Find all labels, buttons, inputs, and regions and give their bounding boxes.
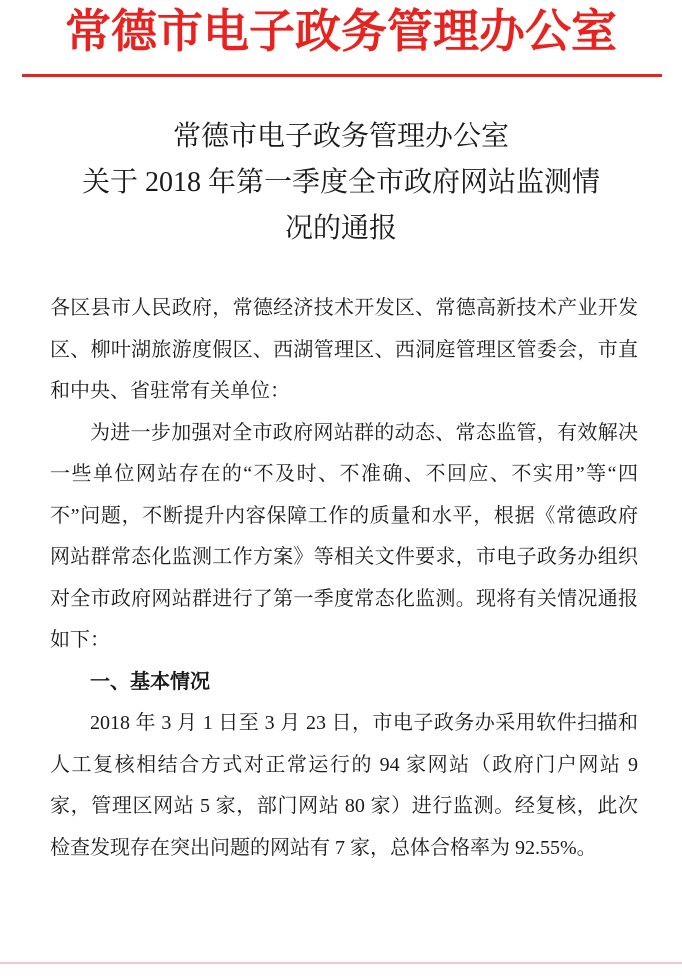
document-title [0, 114, 682, 252]
masthead-red-rule [22, 74, 662, 77]
title-line-1: 常德市电子政务管理办公室 [172, 121, 509, 152]
title-line-2: 关于 2018 年第一季度全市政府网站监测情 [81, 167, 600, 198]
salutation-paragraph: 各区县市人民政府，常德经济技术开发区、常德高新技术产业开发区、柳叶湖旅游度假区、西湖管理区、西洞庭管理区管委会，市直和中央、省驻常有关单位： [50, 297, 638, 402]
masthead-org-name: 常德市电子政务管理办公室 [65, 6, 617, 57]
bottom-edge-rule [0, 962, 682, 964]
section-heading-basic-situation: 一、基本情况 [90, 670, 210, 693]
intro-paragraph: 为进一步加强对全市政府网站群的动态、常态监管，有效解决一些单位网站存在的“不及时、不准确、不回应、不实用”等“四不”问题，不断提升内容保障工作的质量和水平，根据《常德政府网站群常态化监测工作方案》等相关文件要求，市电子政务办组织对全市政府网站群进行了第一季度常态化监测。现将有关情况通报如下： [50, 421, 638, 651]
title-line-3: 况的通报 [284, 213, 397, 244]
section-1-paragraph: 2018 年 3 月 1 日至 3 月 23 日，市电子政务办采用软件扫描和人工复核相结合方式对正常运行的 94 家网站（政府门户网站 9 家，管理区网站 5 家，部门网站 80 家）进行监测。经复核，此次检查发现存在突出问题的网站有 7 家，总体合格率为 92.55%。 [50, 712, 638, 859]
document-body [50, 288, 638, 869]
